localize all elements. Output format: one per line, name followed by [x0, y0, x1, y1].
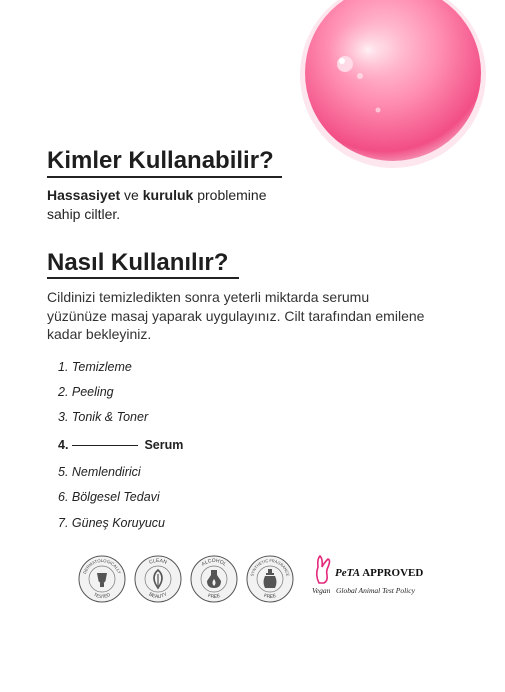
step-cleansing: 1. Temizleme: [58, 360, 132, 374]
how-to-use-text: [47, 288, 424, 344]
step-sunscreen: 7. Güneş Koruyucu: [58, 516, 166, 530]
synthetic-fragrance-free-icon: [246, 555, 294, 603]
step-moisturizer: 5. Nemlendirici: [58, 465, 141, 479]
peta-bunny-logo-icon: [312, 553, 336, 585]
synthetic-fragrance-free-badge: [246, 555, 294, 603]
step-pointer-line: [72, 445, 138, 446]
step-serum-label: Serum: [144, 438, 184, 452]
step-serum-current: [58, 438, 183, 452]
dermatologically-tested-icon: [78, 555, 126, 603]
approved-text: APPROVED: [360, 567, 424, 579]
step-toner: 3. Tonik & Toner: [58, 410, 149, 424]
how-text-line3: kadar bekleyiniz.: [47, 326, 152, 342]
badge-bottom-text: BEAUTY: [147, 591, 169, 601]
alcohol-free-icon: [190, 555, 238, 603]
sensitivity-term: Hassasiyet: [47, 187, 121, 203]
alcohol-free-badge: [190, 555, 238, 603]
who-text-connector: ve: [120, 187, 143, 203]
peta-subtitle: Vegan Global Animal Test Policy: [312, 586, 415, 595]
how-text-line1: Cildinizi temizledikten sonra yeterli miktarda serumu: [47, 289, 370, 305]
step-serum-number: 4.: [58, 438, 69, 452]
heading-underline: [47, 176, 282, 178]
who-text-rest: problemine: [193, 187, 267, 203]
who-can-use-heading: Kimler Kullanabilir?: [47, 147, 274, 174]
who-can-use-text: [47, 186, 266, 223]
badge-top-text: ALCOHOL: [200, 557, 228, 568]
badge-top-text: DERMATOLOGICALLY: [81, 558, 123, 575]
clean-beauty-icon: [134, 555, 182, 603]
heading-underline: [47, 277, 239, 279]
badge-bottom-text: FREE: [262, 592, 278, 601]
peta-approved-title: [335, 567, 423, 579]
peta-wordmark: PeTA: [335, 567, 361, 579]
who-text-line2: sahip ciltler.: [47, 205, 121, 222]
badge-top-text: CLEAN: [148, 557, 168, 566]
dermatologically-tested-badge: [78, 555, 126, 603]
dryness-term: kuruluk: [142, 187, 194, 203]
step-spot-treatment: 6. Bölgesel Tedavi: [58, 490, 160, 504]
how-text-line2: yüzünüze masaj yaparak uygulayınız. Cilt tarafından emilene: [47, 307, 425, 324]
serum-drop-image: [298, 0, 488, 170]
how-to-use-heading: Nasıl Kullanılır?: [47, 249, 229, 276]
step-peeling: 2. Peeling: [58, 385, 114, 399]
badge-top-text: SYNTHETIC FRAGRANCE: [249, 557, 291, 577]
clean-beauty-badge: [134, 555, 182, 603]
badge-bottom-text: FREE: [206, 592, 222, 601]
badge-bottom-text: TESTED: [92, 591, 112, 600]
